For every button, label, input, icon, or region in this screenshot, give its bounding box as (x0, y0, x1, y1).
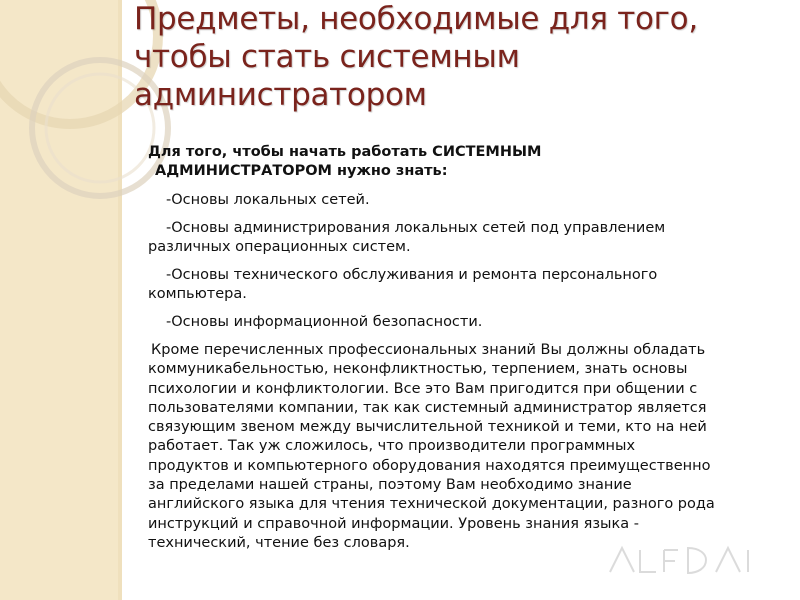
bullet-line: -Основы локальных сетей. (166, 192, 370, 208)
lead-line: Для того, чтобы начать работать СИСТЕМНЫМ (148, 144, 542, 160)
title-line: Предметы, необходимые для того, (134, 1, 698, 37)
bullet-line: -Основы информационной безопасности. (166, 314, 483, 330)
paragraph-line: психологии и конфликтологии. Все это Вам пригодится при общении с (148, 380, 698, 397)
bullet-line: различных операционных систем. (148, 239, 411, 255)
decorative-side-edge (118, 0, 122, 600)
slide-body (148, 143, 768, 553)
paragraph-line: Кроме перечисленных профессиональных знаний Вы должны обладать (151, 342, 706, 358)
bullet-item (148, 313, 768, 332)
paragraph-line: технический, чтение без словаря. (148, 534, 410, 551)
bullet-line: -Основы технического обслуживания и ремонта персонального (166, 267, 658, 283)
decorative-side-band (0, 0, 118, 600)
lead-line: АДМИНИСТРАТОРОМ нужно знать: (155, 163, 448, 179)
soft-skills-paragraph (148, 341, 768, 553)
paragraph-line: инструкций и справочной информации. Уровень знания языка - (148, 515, 639, 532)
slide-title (134, 0, 734, 114)
bullet-line: -Основы администрирования локальных сетей под управлением (166, 220, 666, 236)
paragraph-line: пользователями компании, так как системный администратор является (148, 399, 707, 416)
watermark-logo (600, 540, 770, 580)
bullet-item (148, 266, 768, 304)
paragraph-line: связующим звеном между вычислительной техникой и теми, кто на ней (148, 419, 707, 436)
bullet-line: компьютера. (148, 286, 247, 302)
paragraph-line: продуктов и компьютерного оборудования находятся преимущественно (148, 457, 711, 474)
lead-statement (148, 143, 768, 181)
paragraph-line: работает. Так уж сложилось, что производители программных (148, 438, 636, 455)
paragraph-line: за пределами нашей страны, поэтому Вам необходимо знание (148, 477, 632, 494)
bullet-item (148, 191, 768, 210)
title-line: чтобы стать системным (134, 39, 520, 75)
paragraph-line: английского языка для чтения технической документации, разного рода (148, 496, 715, 513)
bullet-item (148, 219, 768, 257)
paragraph-line: коммуникабельностью, неконфликтностью, терпением, знать основы (148, 361, 688, 378)
title-line: администратором (134, 77, 427, 113)
